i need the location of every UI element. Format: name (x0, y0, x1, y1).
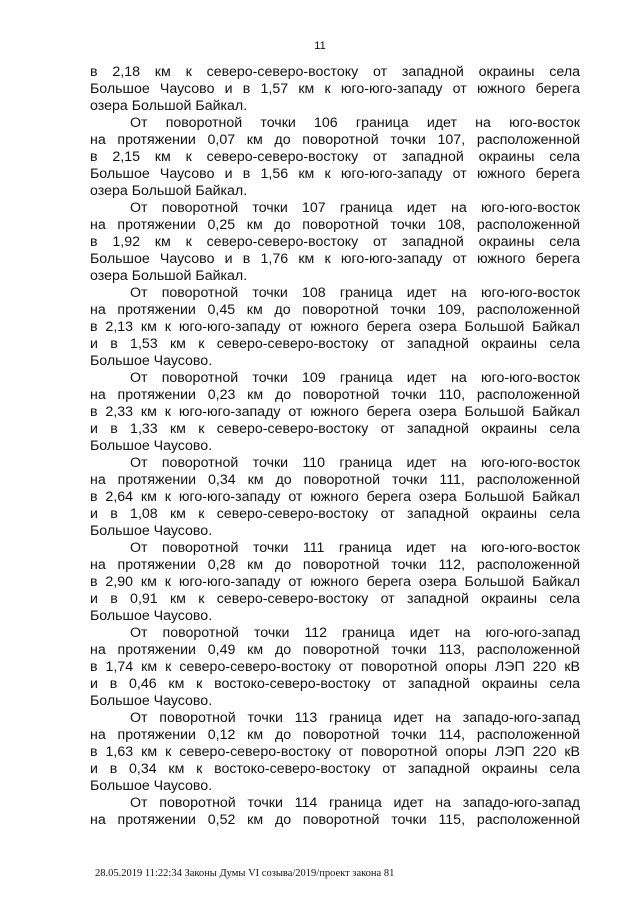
text-line: От поворотной точки 111 граница идет на юго-юго-восток (130, 540, 580, 556)
text-line: на протяжении 0,07 км до поворотной точки 107, расположенной (90, 132, 580, 148)
text-line: на протяжении 0,23 км до поворотной точки 110, расположенной (90, 387, 580, 403)
text-line: озера Большой Байкал. (90, 183, 248, 199)
page-number: 11 (314, 40, 326, 52)
text-line: и в 0,34 км к востоко-северо-востоку от западной окраины села (90, 761, 580, 777)
paragraph (90, 200, 580, 285)
paragraph (90, 370, 580, 455)
text-line: и в 0,91 км к северо-северо-востоку от западной окраины села (90, 591, 580, 607)
text-line: От поворотной точки 109 граница идет на юго-юго-восток (130, 370, 580, 386)
text-line: в 2,33 км к юго-юго-западу от южного берега озера Большой Байкал (90, 404, 580, 420)
text-line: озера Большой Байкал. (90, 98, 248, 114)
footer-stamp: 28.05.2019 11:22:34 Законы Думы VI созыва/2019/проект закона 81 (95, 868, 395, 879)
paragraph (90, 540, 580, 625)
text-line: От поворотной точки 110 граница идет на юго-юго-восток (130, 455, 580, 471)
text-line: в 1,92 км к северо-северо-востоку от западной окраины села (90, 234, 580, 250)
text-line: От поворотной точки 107 граница идет на юго-юго-восток (130, 200, 580, 216)
text-line: Большое Чаусово и в 1,57 км к юго-юго-западу от южного берега (90, 81, 580, 97)
text-line: озера Большой Байкал. (90, 268, 248, 284)
text-line: в 2,64 км к юго-юго-западу от южного берега озера Большой Байкал (90, 489, 580, 505)
text-line: Большое Чаусово и в 1,76 км к юго-юго-западу от южного берега (90, 251, 580, 267)
paragraph (90, 64, 580, 115)
text-line: в 2,13 км к юго-юго-западу от южного берега озера Большой Байкал (90, 319, 580, 335)
text-line: Большое Чаусово. (90, 353, 213, 369)
text-line: Большое Чаусово. (90, 608, 213, 624)
paragraph (90, 115, 580, 200)
paragraph (90, 710, 580, 795)
text-line: От поворотной точки 108 граница идет на юго-юго-восток (130, 285, 580, 301)
text-line: От поворотной точки 106 граница идет на юго-восток (130, 115, 580, 131)
text-line: и в 1,08 км к северо-северо-востоку от западной окраины села (90, 506, 580, 522)
text-line: От поворотной точки 114 граница идет на западо-юго-запад (130, 795, 580, 811)
text-line: Большое Чаусово и в 1,56 км к юго-юго-западу от южного берега (90, 166, 580, 182)
text-line: и в 1,53 км к северо-северо-востоку от западной окраины села (90, 336, 580, 352)
text-line: Большое Чаусово. (90, 523, 213, 539)
text-line: на протяжении 0,49 км до поворотной точки 113, расположенной (90, 642, 580, 658)
text-line: на протяжении 0,28 км до поворотной точки 112, расположенной (90, 557, 580, 573)
text-line: и в 1,33 км к северо-северо-востоку от западной окраины села (90, 421, 580, 437)
text-line: Большое Чаусово. (90, 693, 213, 709)
text-line: в 1,74 км к северо-северо-востоку от поворотной опоры ЛЭП 220 кВ (90, 659, 580, 675)
paragraph (90, 285, 580, 370)
text-line: и в 0,46 км к востоко-северо-востоку от западной окраины села (90, 676, 580, 692)
text-line: в 2,15 км к северо-северо-востоку от западной окраины села (90, 149, 580, 165)
text-line: Большое Чаусово. (90, 438, 213, 454)
text-line: в 2,90 км к юго-юго-западу от южного берега озера Большой Байкал (90, 574, 580, 590)
paragraph (90, 795, 580, 829)
text-line: на протяжении 0,25 км до поворотной точки 108, расположенной (90, 217, 580, 233)
text-line: в 2,18 км к северо-северо-востоку от западной окраины села (90, 64, 580, 80)
paragraph (90, 455, 580, 540)
text-line: в 1,63 км к северо-северо-востоку от поворотной опоры ЛЭП 220 кВ (90, 744, 580, 760)
text-line: От поворотной точки 112 граница идет на юго-юго-запад (130, 625, 580, 641)
text-line: на протяжении 0,34 км до поворотной точки 111, расположенной (90, 472, 580, 488)
text-line: на протяжении 0,45 км до поворотной точки 109, расположенной (90, 302, 580, 318)
text-line: на протяжении 0,12 км до поворотной точки 114, расположенной (90, 727, 580, 743)
text-line: на протяжении 0,52 км до поворотной точки 115, расположенной (90, 812, 580, 828)
paragraph (90, 625, 580, 710)
text-line: От поворотной точки 113 граница идет на западо-юго-запад (130, 710, 580, 726)
text-line: Большое Чаусово. (90, 778, 213, 794)
document-body (90, 64, 580, 829)
